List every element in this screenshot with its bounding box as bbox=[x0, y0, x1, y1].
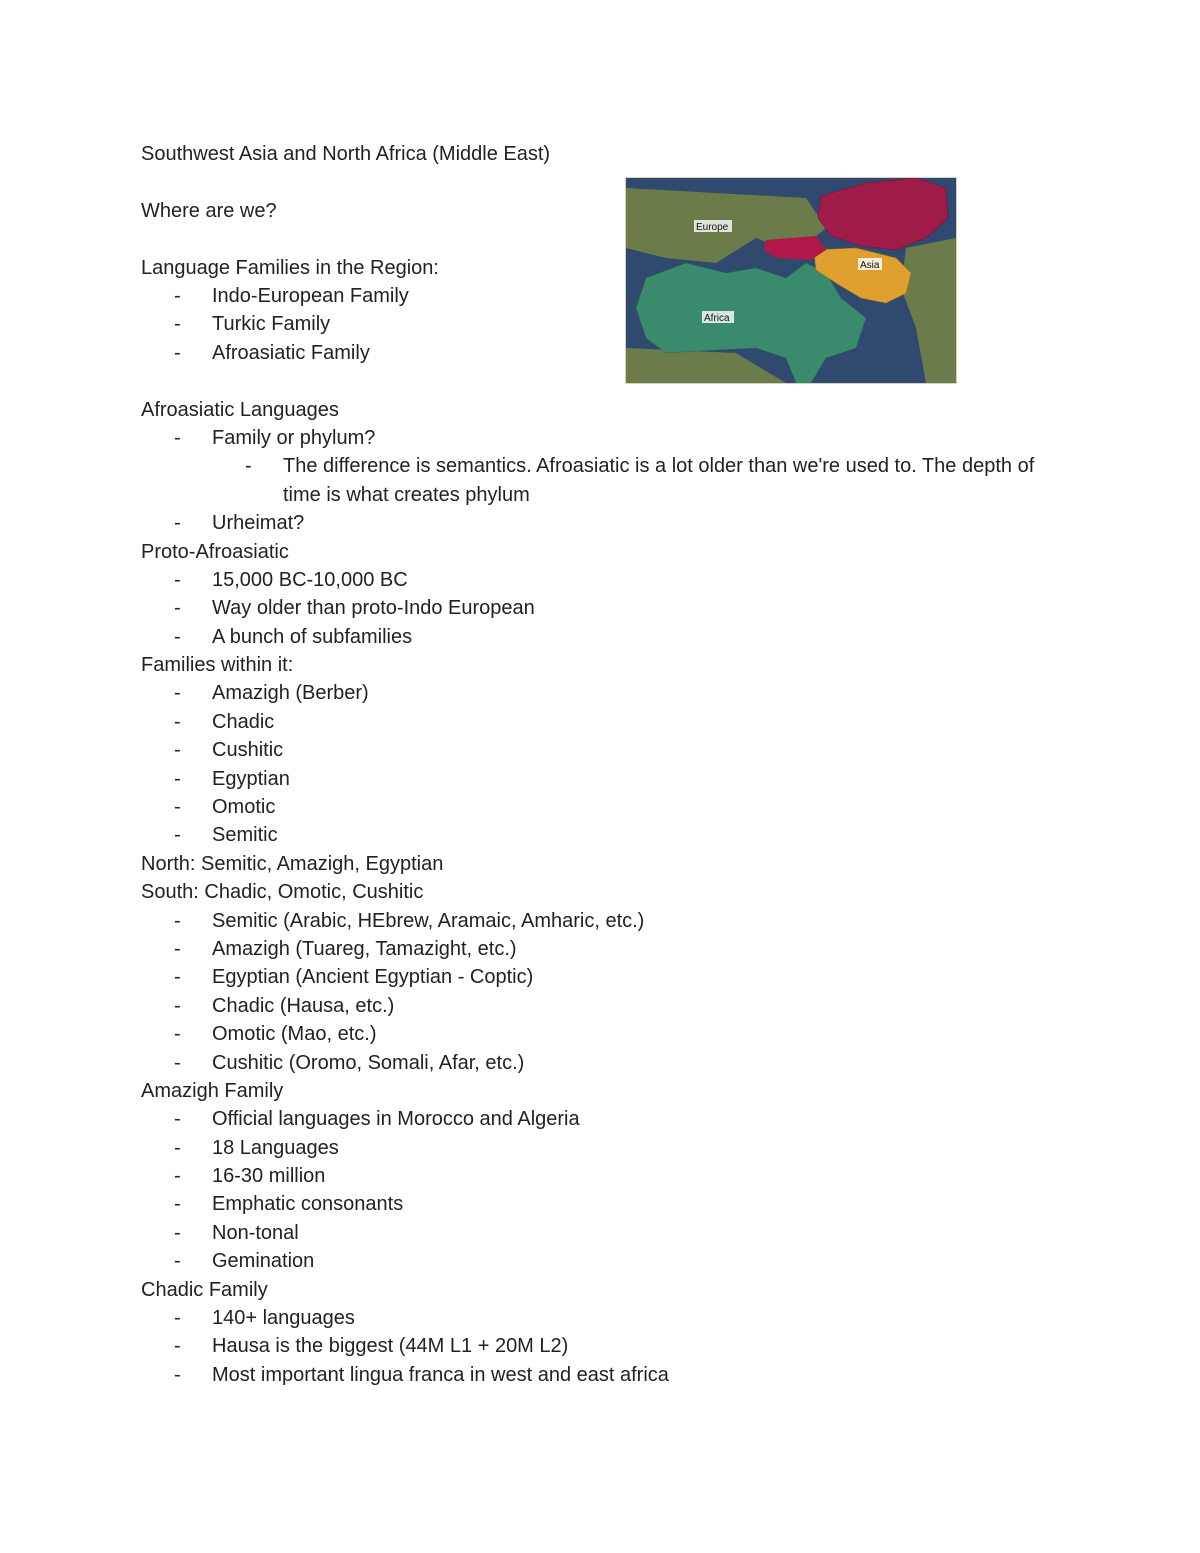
list-item: - Official languages in Morocco and Algeria bbox=[174, 1108, 580, 1131]
list-item: - Semitic bbox=[174, 824, 278, 847]
south-line: South: Chadic, Omotic, Cushitic bbox=[141, 881, 424, 904]
list-item: - Amazigh (Tuareg, Tamazight, etc.) bbox=[174, 937, 517, 960]
list-item: - 16-30 million bbox=[174, 1165, 326, 1188]
list-item: - Chadic (Hausa, etc.) bbox=[174, 994, 395, 1017]
list-item: - Cushitic bbox=[174, 739, 284, 762]
proto-heading: Proto-Afroasiatic bbox=[141, 540, 289, 563]
list-item: - Emphatic consonants bbox=[174, 1193, 404, 1216]
list-item: - Non-tonal bbox=[174, 1221, 299, 1244]
list-item: - Semitic (Arabic, HEbrew, Aramaic, Amharic, etc.) bbox=[174, 909, 645, 932]
list-item: - 15,000 BC-10,000 BC bbox=[174, 568, 408, 591]
map-label-africa: Africa bbox=[704, 313, 730, 324]
list-item: - Most important lingua franca in west and east africa bbox=[174, 1363, 669, 1386]
list-item: - Amazigh (Berber) bbox=[174, 682, 369, 705]
list-item: - Omotic (Mao, etc.) bbox=[174, 1023, 377, 1046]
list-item: - Egyptian bbox=[174, 767, 290, 790]
map-label-asia: Asia bbox=[860, 260, 880, 271]
list-item-nested: - The difference is semantics. Afroasiatic is a lot older than we're used to. The depth of time is what creates phylum bbox=[245, 455, 1035, 506]
where-question: Where are we? bbox=[141, 199, 277, 222]
list-item: - Cushitic (Oromo, Somali, Afar, etc.) bbox=[174, 1051, 525, 1074]
list-item: - Afroasiatic Family bbox=[174, 341, 370, 364]
list-item: - Urheimat? bbox=[174, 512, 305, 535]
list-item: - Way older than proto-Indo European bbox=[174, 597, 535, 620]
list-item: - Hausa is the biggest (44M L1 + 20M L2) bbox=[174, 1335, 569, 1358]
north-line: North: Semitic, Amazigh, Egyptian bbox=[141, 852, 444, 875]
families-heading: Families within it: bbox=[141, 654, 294, 677]
list-item: - Family or phylum? bbox=[174, 426, 376, 449]
list-item: - 18 Languages bbox=[174, 1136, 339, 1159]
list-item: - Indo-European Family bbox=[174, 284, 409, 307]
afro-langs-heading: Afroasiatic Languages bbox=[141, 398, 339, 421]
region-map-image bbox=[625, 177, 957, 384]
list-item: - 140+ languages bbox=[174, 1307, 355, 1330]
list-item: - A bunch of subfamilies bbox=[174, 625, 413, 648]
list-item: - Gemination bbox=[174, 1250, 315, 1273]
doc-title: Southwest Asia and North Africa (Middle East) bbox=[141, 143, 551, 165]
list-item: - Turkic Family bbox=[174, 313, 331, 336]
list-item: - Omotic bbox=[174, 796, 276, 819]
list-item: - Egyptian (Ancient Egyptian - Coptic) bbox=[174, 966, 534, 989]
lang-families-heading: Language Families in the Region: bbox=[141, 256, 439, 279]
chadic-heading: Chadic Family bbox=[141, 1278, 268, 1301]
map-label-europe: Europe bbox=[696, 222, 729, 233]
list-item: - Chadic bbox=[174, 710, 275, 733]
amazigh-heading: Amazigh Family bbox=[141, 1079, 284, 1102]
